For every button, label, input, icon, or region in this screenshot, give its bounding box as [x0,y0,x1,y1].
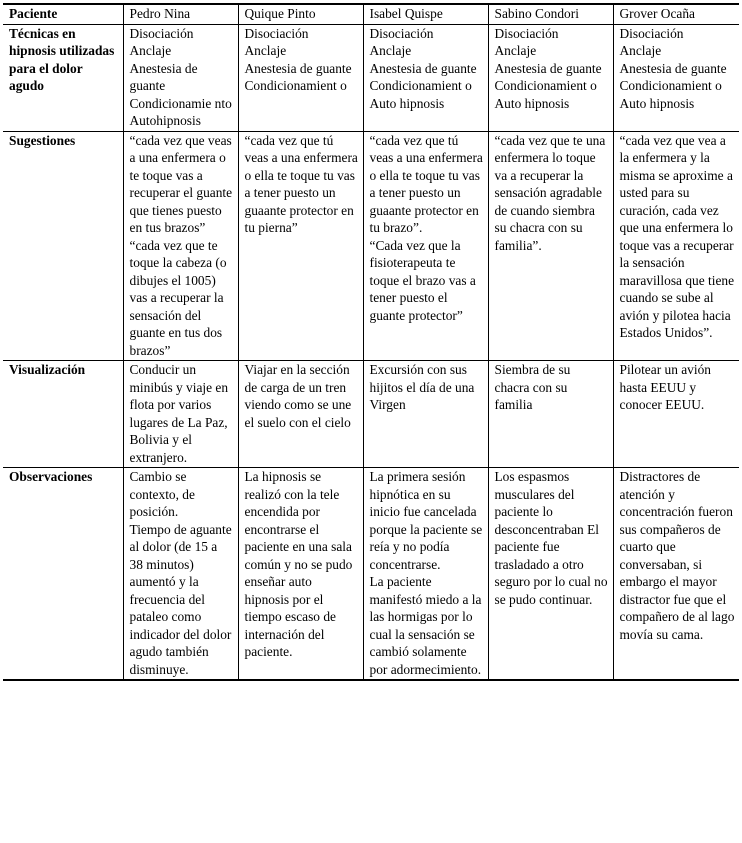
cell-paragraph: La paciente manifestó miedo a la las hormigas por lo cual la sensación se cambió solamente por adormecimiento. [369,574,482,677]
cell-paragraph: “cada vez que vea a la enfermera y la misma se aproxime a usted para su curación, cada vez que una enfermera lo toque vas a recuperar la sensación maravillosa que tiene cuando se sube al avión y pilotea hacia Estados Unidos”. [619,132,735,340]
techniques-cell [613,24,739,131]
header-row [3,4,739,24]
visualization-cell [613,361,739,468]
cell-paragraph: Viajar en la sección de carga de un tren viendo como se une el suelo con el cielo [244,362,352,430]
cell-line: Disociación [244,25,309,41]
table-row-visualization [3,361,739,468]
cell-line: Anclaje [244,43,287,58]
cell-paragraph: Pilotear un avión hasta EEUU y conocer EEUU. [619,362,711,412]
table-row-suggestions [3,131,739,361]
techniques-cell [123,24,238,131]
techniques-cell [488,24,613,131]
observations-cell [488,468,613,681]
cell-paragraph: “Cada vez que la fisioterapeuta te toque el brazo vas a tener puesto el guante protector” [369,237,476,323]
cell-paragraph: Tiempo de aguante al dolor (de 15 a 38 minutos) aumentó y la frecuencia del pataleo como indicador del dolor agudo también disminuye. [129,521,232,677]
cell-paragraph: “cada vez que veas a una enfermera o te toque vas a recuperar el guante que tienes puesto en tus brazos” [129,132,233,235]
cell-line: Auto hipnosis [619,95,695,111]
patient-name: Sabino Condori [488,4,613,24]
observations-cell [123,468,238,681]
cell-paragraph: La hipnosis se realizó con la tele encendida por encontrarse el paciente en una sala común y no se pudo enseñar auto hipnosis por el tiempo escaso de internación del paciente. [244,469,353,659]
cell-paragraph: “cada vez que tú veas a una enfermera o ella te toque tu vas a tener puesto un guaante protector en tu brazo”. [369,132,483,235]
suggestions-cell [488,131,613,361]
cell-line: Anclaje [494,43,537,58]
cell-line: Anclaje [129,43,172,58]
visualization-cell [488,361,613,468]
cell-line: Anclaje [619,43,662,58]
visualization-cell [363,361,488,468]
suggestions-cell [238,131,363,361]
table-row-techniques [3,24,739,131]
cell-paragraph: Excursión con sus hijitos el día de una Virgen [369,362,475,412]
visualization-cell [238,361,363,468]
cell-line: Disociación [619,25,684,41]
row-label-visualization: Visualización [3,361,123,468]
suggestions-cell [363,131,488,361]
observations-cell [238,468,363,681]
cell-line: Anestesia de guante [244,60,352,76]
cell-line: Anestesia de guante [619,60,727,76]
patients-table [3,3,739,681]
cell-line: Auto hipnosis [369,95,445,111]
patient-name: Pedro Nina [123,4,238,24]
cell-paragraph: Los espasmos musculares del paciente lo desconcentraban El paciente fue trasladado a otro seguro por lo cual no se pudo continuar. [494,469,608,607]
cell-paragraph: “cada vez que tú veas a una enfermera o ella te toque tu vas a tener puesto un guaante protector en tu pierna” [244,132,358,235]
row-label-suggestions: Sugestiones [3,131,123,361]
cell-paragraph: Distractores de atención y concentración fueron sus compañeros de cuarto que conversaban, si embargo el mayor distractor fue que el compañero de al lago movía su cama. [619,469,735,642]
patient-name: Grover Ocaña [613,4,739,24]
row-label-observations: Observaciones [3,468,123,681]
cell-paragraph: Conducir un minibús y viaje en flota por varios lugares de La Paz, Bolivia y el extranjero. [129,362,229,465]
header-label: Paciente [3,4,123,24]
cell-line: Disociación [129,25,194,41]
suggestions-cell [613,131,739,361]
cell-line: Condicionamient o [244,78,347,93]
suggestions-cell [123,131,238,361]
cell-paragraph: Cambio se contexto, de posición. [129,469,195,519]
cell-line: Condicionamie nto [129,95,232,111]
patient-name: Quique Pinto [238,4,363,24]
cell-line: Condicionamient o [369,78,472,93]
cell-line: Autohipnosis [129,113,201,128]
cell-paragraph: Siembra de su chacra con su familia [494,362,571,412]
cell-paragraph: La primera sesión hipnótica en su inicio fue cancelada porque la paciente se reía y no podía concentrarse. [369,469,483,572]
patient-name: Isabel Quispe [363,4,488,24]
cell-paragraph: “cada vez que te toque la cabeza (o dibujes el 1005) vas a recuperar la sensación del guante en tus dos brazos” [129,237,227,358]
cell-line: Anestesia de guante [129,60,198,93]
visualization-cell [123,361,238,468]
cell-line: Anestesia de guante [369,60,477,76]
cell-line: Auto hipnosis [494,95,570,111]
observations-cell [613,468,739,681]
row-label-techniques: Técnicas en hipnosis utilizadas para el dolor agudo [3,24,123,131]
cell-line: Anclaje [369,43,412,58]
cell-line: Anestesia de guante [494,60,602,76]
cell-line: Disociación [369,25,434,41]
cell-line: Disociación [494,25,559,41]
observations-cell [363,468,488,681]
cell-line: Condicionamient o [494,78,597,93]
techniques-cell [238,24,363,131]
cell-line: Condicionamient o [619,78,722,93]
techniques-cell [363,24,488,131]
table-row-observations [3,468,739,681]
cell-paragraph: “cada vez que te una enfermera lo toque va a recuperar la sensación agradable de cuando siembra su chacra con su familia”. [494,132,606,253]
